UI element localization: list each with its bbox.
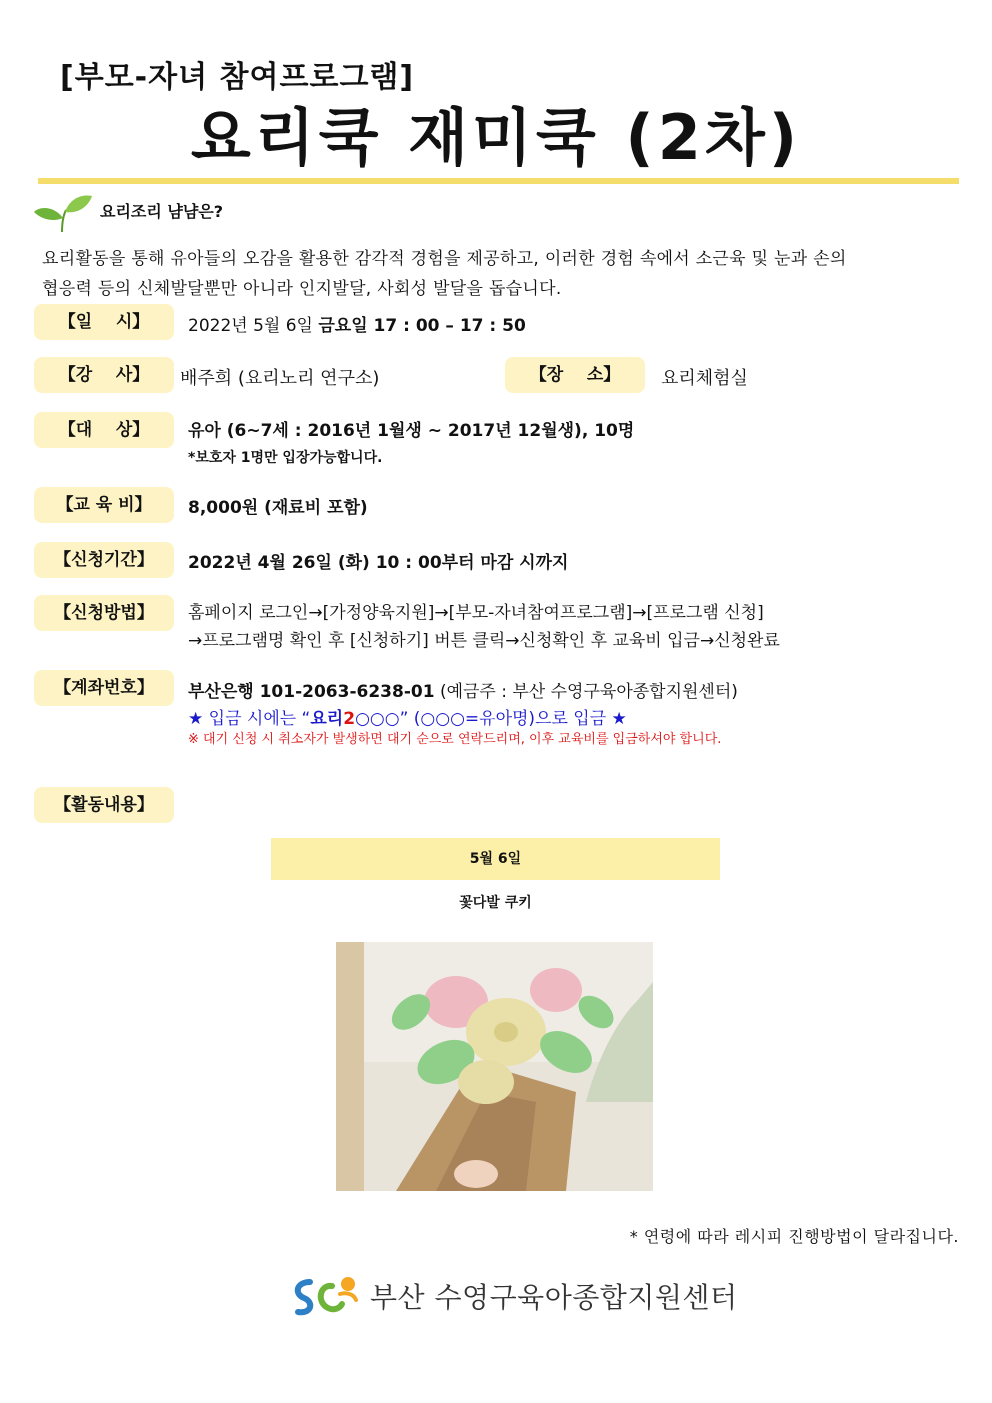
place-label: 【장 소】 [505, 357, 645, 393]
fee-value: 8,000원 (재료비 포함) [188, 498, 368, 518]
method-line-1: 홈페이지 로그인→[가정양육지원]→[부모-자녀참여프로그램]→[프로그램 신청] [188, 603, 764, 623]
intro-description [42, 244, 942, 304]
method-label: 【신청방법】 [34, 595, 174, 631]
date-bold: 금요일 17 : 00 – 17 : 50 [318, 316, 526, 336]
deposit-instruction [188, 704, 627, 729]
center-logo-icon [290, 1272, 362, 1318]
activity-menu: 꽃다발 쿠키 [459, 895, 532, 911]
recipe-note: * 연령에 따라 레시피 진행방법이 달라집니다. [629, 1227, 959, 1246]
account-holder: (예금주 : 부산 수영구육아종합지원센터) [434, 682, 738, 702]
place-value: 요리체험실 [661, 368, 748, 389]
date-label: 【일 시】 [34, 304, 174, 340]
target-label: 【대 상】 [34, 412, 174, 448]
center-logo [290, 1272, 738, 1318]
waitlist-warning: ※ 대기 신청 시 취소자가 발생하면 대기 순으로 연락드리며, 이후 교육비를 입금하셔야 합니다. [188, 732, 722, 747]
deposit-keyword: 요리 [310, 709, 344, 729]
intro-line-1: 요리활동을 통해 유아들의 오감을 활용한 감각적 경험을 제공하고, 이러한 경험 속에서 소근육 및 눈과 손의 [42, 249, 847, 269]
date-value [188, 311, 526, 336]
program-subtitle: [부모-자녀 참여프로그램] [60, 60, 415, 95]
center-name: 부산 수영구육아종합지원센터 [370, 1281, 738, 1314]
method-line-2: →프로그램명 확인 후 [신청하기] 버튼 클릭→신청확인 후 교육비 입금→신청완료 [188, 631, 780, 651]
flower-cookie-photo [336, 942, 653, 1191]
sprout-icon [32, 192, 94, 234]
activity-day: 5월 6일 [271, 838, 720, 880]
deposit-number: 2 [343, 709, 356, 729]
period-label: 【신청기간】 [34, 542, 174, 578]
activity-label: 【활동내용】 [34, 787, 174, 823]
page-title: 요리쿡 재미쿡 (2차) [190, 101, 802, 174]
account-number: 부산은행 101-2063-6238-01 [188, 682, 435, 702]
date-plain: 2022년 5월 6일 [188, 316, 319, 336]
target-value: 유아 (6~7세 : 2016년 1월생 ~ 2017년 12월생), 10명 [188, 421, 635, 441]
instructor-label: 【강 사】 [34, 357, 174, 393]
intro-heading: 요리조리 냠냠은? [100, 202, 224, 221]
period-value: 2022년 4월 26일 (화) 10 : 00부터 마감 시까지 [188, 553, 569, 573]
deposit-suffix: ○○○” (○○○=유아명)으로 입금 ★ [355, 709, 627, 729]
account-label: 【계좌번호】 [34, 670, 174, 706]
account-value [188, 677, 738, 702]
deposit-prefix: ★ 입금 시에는 “ [188, 709, 311, 729]
title-divider [38, 178, 959, 184]
target-note: *보호자 1명만 입장가능합니다. [188, 450, 383, 466]
intro-line-2: 협응력 등의 신체발달뿐만 아니라 인지발달, 사회성 발달을 돕습니다. [42, 279, 562, 299]
instructor-value: 배주희 (요리노리 연구소) [180, 368, 380, 389]
fee-label: 【교 육 비】 [34, 487, 174, 523]
